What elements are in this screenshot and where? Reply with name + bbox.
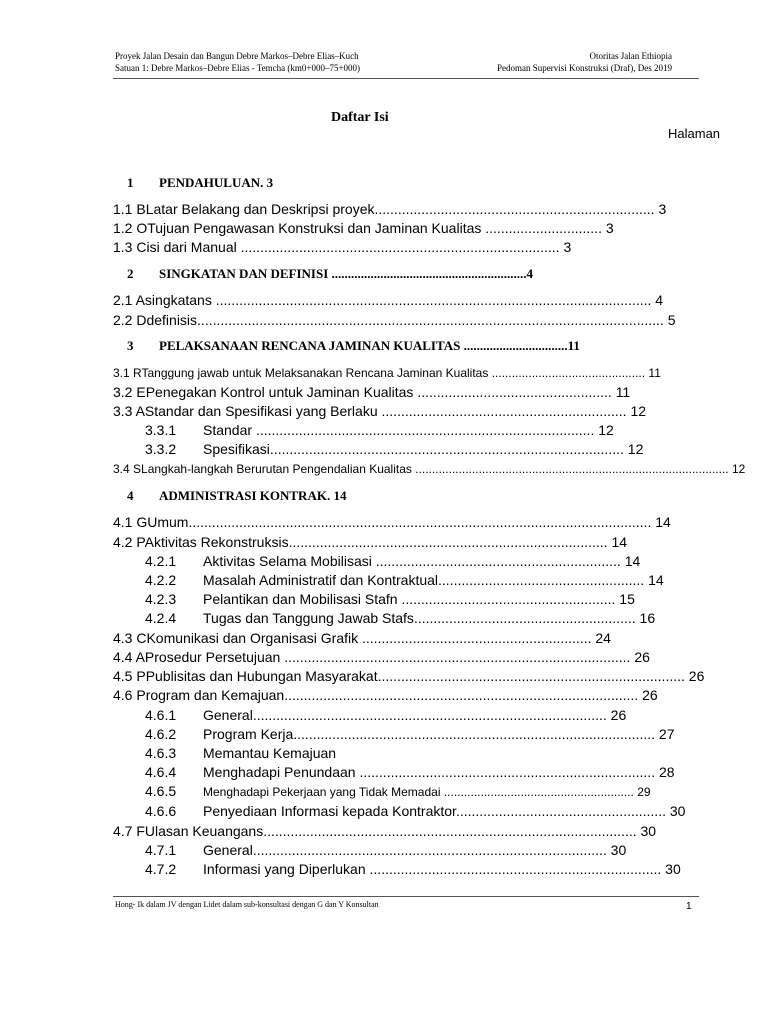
entry-text: 3.1 RTanggung jawab untuk Melaksanakan Rencana Jaminan Kualitas	[113, 366, 489, 380]
toc-entry[interactable]	[113, 460, 746, 478]
entry-page: 14	[648, 572, 664, 588]
toc-entry[interactable]	[113, 219, 635, 237]
entry-page: 3	[605, 220, 614, 236]
leader-dots: .........................................................................................	[284, 649, 631, 665]
entry-text: 4.2 PAktivitas Rekonstruksis	[113, 534, 289, 550]
entry-text: 4.1 GUmum	[113, 514, 189, 530]
entry-text: Program Kerja	[203, 726, 294, 742]
chapter-page: 4	[526, 266, 534, 281]
entry-number: 4.6.5	[145, 783, 177, 799]
entry-number: 4.6.3	[145, 745, 177, 761]
leader-dots: ............................................................................	[359, 764, 656, 780]
leader-dots: ...........................................................................................	[284, 687, 639, 703]
toc-entry[interactable]	[113, 238, 613, 256]
entry-page: 12	[627, 441, 644, 457]
entry-text: Aktivitas Selama Mobilisasi	[203, 553, 372, 569]
entry-text: 2.1 Asingkatans	[113, 292, 212, 308]
toc-subentry[interactable]	[145, 802, 701, 820]
toc-entry[interactable]	[113, 200, 667, 218]
entry-page: 30	[610, 842, 627, 858]
entry-number: 4.2.1	[145, 553, 177, 569]
entry-page: 30	[665, 861, 681, 877]
toc-entry[interactable]	[113, 686, 693, 704]
header-authority: Otoritas Jalan Ethiopia	[589, 51, 672, 61]
entry-page: 30	[640, 823, 657, 839]
toc-title: Daftar Isi	[331, 110, 389, 125]
leader-dots: ...........................................................................	[369, 861, 662, 877]
entry-page: 24	[595, 630, 611, 646]
entry-number: 4.2.3	[145, 591, 177, 607]
chapter-page: 14	[333, 488, 347, 503]
leader-dots: ...........................................................................................	[269, 441, 624, 457]
toc-subentry[interactable]	[145, 860, 685, 878]
toc-subentry[interactable]	[145, 571, 664, 589]
entry-text: Memantau Kemajuan	[203, 745, 337, 761]
entry-page: 26	[634, 649, 650, 665]
entry-page: 16	[639, 610, 656, 626]
entry-page: 14	[611, 534, 628, 550]
footer-divider	[113, 896, 699, 897]
entry-page: 11	[648, 366, 661, 380]
toc-entry[interactable]	[113, 648, 677, 666]
entry-text: Pelantikan dan Mobilisasi Stafn	[203, 591, 398, 607]
leader-dots: ................................	[463, 338, 568, 353]
toc-chapter[interactable]	[127, 174, 307, 192]
footer-text: Hong- Ik dalam JV dengan Lidet dalam sub-konsultasi dengan G dan Y Konsultan	[115, 900, 379, 909]
page-number: 1	[686, 901, 692, 912]
leader-dots: .........................................................	[413, 610, 636, 626]
entry-page: 15	[619, 591, 635, 607]
chapter-number: 1	[127, 175, 134, 190]
entry-page: 26	[610, 707, 627, 723]
leader-dots: ...............................................................	[381, 403, 627, 419]
header-project: Proyek Jalan Desain dan Bangun Debre Markos–Debre Elias–Kuch	[115, 51, 359, 61]
toc-entry[interactable]	[113, 533, 652, 551]
entry-text: 3.2 EPenegakan Kontrol untuk Jaminan Kualitas	[113, 384, 414, 400]
leader-dots: ..............................	[485, 220, 602, 236]
entry-page: 3	[563, 239, 572, 255]
leader-dots: .......................................................	[401, 591, 616, 607]
leader-dots: ...........................................................................................	[252, 707, 607, 723]
chapter-title: ADMINISTRASI KONTRAK.	[159, 488, 331, 503]
toc-subentry[interactable]	[145, 440, 644, 458]
toc-chapter[interactable]	[127, 337, 647, 355]
entry-text: Spesifikasi	[203, 441, 270, 457]
chapter-title: PELAKSANAAN RENCANA JAMINAN KUALITAS	[159, 338, 461, 353]
toc-entry[interactable]	[113, 822, 675, 840]
entry-text: Tugas dan Tanggung Jawab Stafs	[203, 610, 414, 626]
entry-page: 14	[655, 514, 671, 530]
leader-dots: ...............................................................	[375, 553, 621, 569]
entry-page: 28	[658, 764, 675, 780]
header-left	[115, 50, 360, 74]
toc-entry[interactable]	[113, 291, 664, 309]
leader-dots: .........................................................	[443, 785, 634, 799]
toc-entry[interactable]	[113, 402, 661, 420]
toc-subentry[interactable]	[145, 763, 697, 781]
toc-subentry[interactable]	[145, 590, 646, 608]
leader-dots: ...........................................................	[362, 630, 592, 646]
toc-entry[interactable]	[113, 629, 636, 647]
leader-dots: ...............................................................................	[377, 668, 685, 684]
entry-text: Standar	[203, 422, 253, 438]
entry-number: 4.6.6	[145, 803, 177, 819]
toc-chapter[interactable]	[127, 265, 587, 283]
entry-text: General	[203, 842, 253, 858]
leader-dots: ..................................................	[417, 384, 612, 400]
entry-number: 4.2.2	[145, 572, 177, 588]
entry-page: 4	[655, 292, 664, 308]
entry-text: General	[203, 707, 253, 723]
entry-text: 4.3 CKomunikasi dan Organisasi Grafik	[113, 630, 359, 646]
header-right	[474, 50, 672, 74]
toc-entry[interactable]	[113, 311, 676, 329]
entry-page: 11	[615, 384, 631, 400]
entry-page: 12	[731, 462, 746, 476]
toc-entry[interactable]	[113, 364, 727, 382]
leader-dots: .......................................................................................................................	[188, 514, 652, 530]
entry-text: 1.1 BLatar Belakang dan Deskripsi proyek	[113, 201, 375, 217]
toc-subentry[interactable]	[145, 782, 705, 801]
entry-text: Menghadapi Pekerjaan yang Tidak Memadai	[203, 785, 441, 799]
entry-text: Penyediaan Informasi kepada Kontraktor	[203, 803, 456, 819]
leader-dots: ......................................................	[455, 803, 666, 819]
leader-dots: ..................................................................................	[288, 534, 608, 550]
chapter-page: 3	[266, 175, 274, 190]
entry-page: 12	[598, 422, 614, 438]
entry-page: 3	[658, 201, 667, 217]
toc-subentry[interactable]	[145, 706, 661, 724]
toc-chapter[interactable]	[127, 487, 377, 505]
leader-dots: ................................................................................................................	[215, 292, 652, 308]
entry-text: 3.4 SLangkah-langkah Berurutan Pengendalian Kualitas	[113, 462, 412, 476]
header-divider	[113, 78, 699, 79]
chapter-number: 2	[127, 266, 134, 281]
entry-text: 3.3 AStandar dan Spesifikasi yang Berlaku	[113, 403, 378, 419]
entry-number: 4.2.4	[145, 610, 177, 626]
entry-page: 5	[667, 312, 676, 328]
entry-text: 1.3 Cisi dari Manual	[113, 239, 237, 255]
entry-page: 26	[688, 668, 705, 684]
leader-dots: .....................................................	[438, 572, 645, 588]
header-unit: Satuan 1: Debre Markos–Debre Elias - Temcha (km0+000–75+000)	[115, 63, 361, 73]
toc-entry[interactable]	[113, 383, 658, 401]
leader-dots: ................................................................................................	[263, 823, 637, 839]
entry-text: 4.4 AProsedur Persetujuan	[113, 649, 281, 665]
entry-text: Masalah Administratif dan Kontraktual	[203, 572, 439, 588]
leader-dots: .............................................................................................	[293, 726, 656, 742]
toc-subentry[interactable]	[145, 552, 659, 570]
leader-dots: .......................................................................................	[255, 422, 595, 438]
leader-dots: ..............................................	[491, 366, 646, 380]
chapter-title: SINGKATAN DAN DEFINISI	[159, 266, 329, 281]
leader-dots: ...........................................................................................	[252, 842, 607, 858]
entry-page: 26	[642, 687, 658, 703]
entry-page: 27	[658, 726, 675, 742]
entry-text: 4.6 Program dan Kemajuan	[113, 687, 285, 703]
chapter-number: 4	[127, 488, 134, 503]
toc-entry[interactable]	[113, 513, 671, 531]
leader-dots: ..................................................................................	[240, 239, 560, 255]
entry-page: 12	[630, 403, 647, 419]
toc-subentry[interactable]	[145, 609, 679, 627]
chapter-title: PENDAHULUAN.	[159, 175, 264, 190]
entry-text: Menghadapi Penundaan	[203, 764, 356, 780]
toc-subentry[interactable]	[145, 744, 545, 762]
leader-dots: ............................................................	[331, 266, 527, 281]
entry-text: 4.7 FUlasan Keuangans	[113, 823, 264, 839]
toc-entry[interactable]	[113, 667, 707, 685]
entry-page: 30	[669, 803, 686, 819]
entry-page: 29	[637, 785, 651, 799]
entry-number: 3.3.2	[145, 441, 177, 457]
entry-number: 3.3.1	[145, 422, 177, 438]
toc-subentry[interactable]	[145, 725, 689, 743]
entry-number: 4.7.1	[145, 842, 177, 858]
entry-number: 4.6.4	[145, 764, 177, 780]
entry-number: 4.7.2	[145, 861, 177, 877]
header-manual: Pedoman Supervisi Konstruksi (Draf), Des 2019	[497, 63, 672, 73]
entry-text: 2.2 Ddefinisis	[113, 312, 198, 328]
chapter-number: 3	[127, 338, 134, 353]
page-column-label: Halaman	[668, 126, 721, 141]
entry-text: 1.2 OTujuan Pengawasan Konstruksi dan Jaminan Kualitas	[113, 220, 482, 236]
toc-subentry[interactable]	[145, 421, 645, 439]
chapter-page: 11	[567, 338, 580, 353]
toc-subentry[interactable]	[145, 841, 661, 859]
entry-text: 4.5 PPublisitas dan Hubungan Masyarakat	[113, 668, 378, 684]
entry-text: Informasi yang Diperlukan	[203, 861, 366, 877]
leader-dots: ........................................................................................................................	[197, 312, 664, 328]
entry-page: 14	[624, 553, 641, 569]
entry-number: 4.6.1	[145, 707, 177, 723]
leader-dots: ........................................................................	[374, 201, 655, 217]
leader-dots: ..............................................................................................	[415, 462, 729, 476]
entry-number: 4.6.2	[145, 726, 177, 742]
